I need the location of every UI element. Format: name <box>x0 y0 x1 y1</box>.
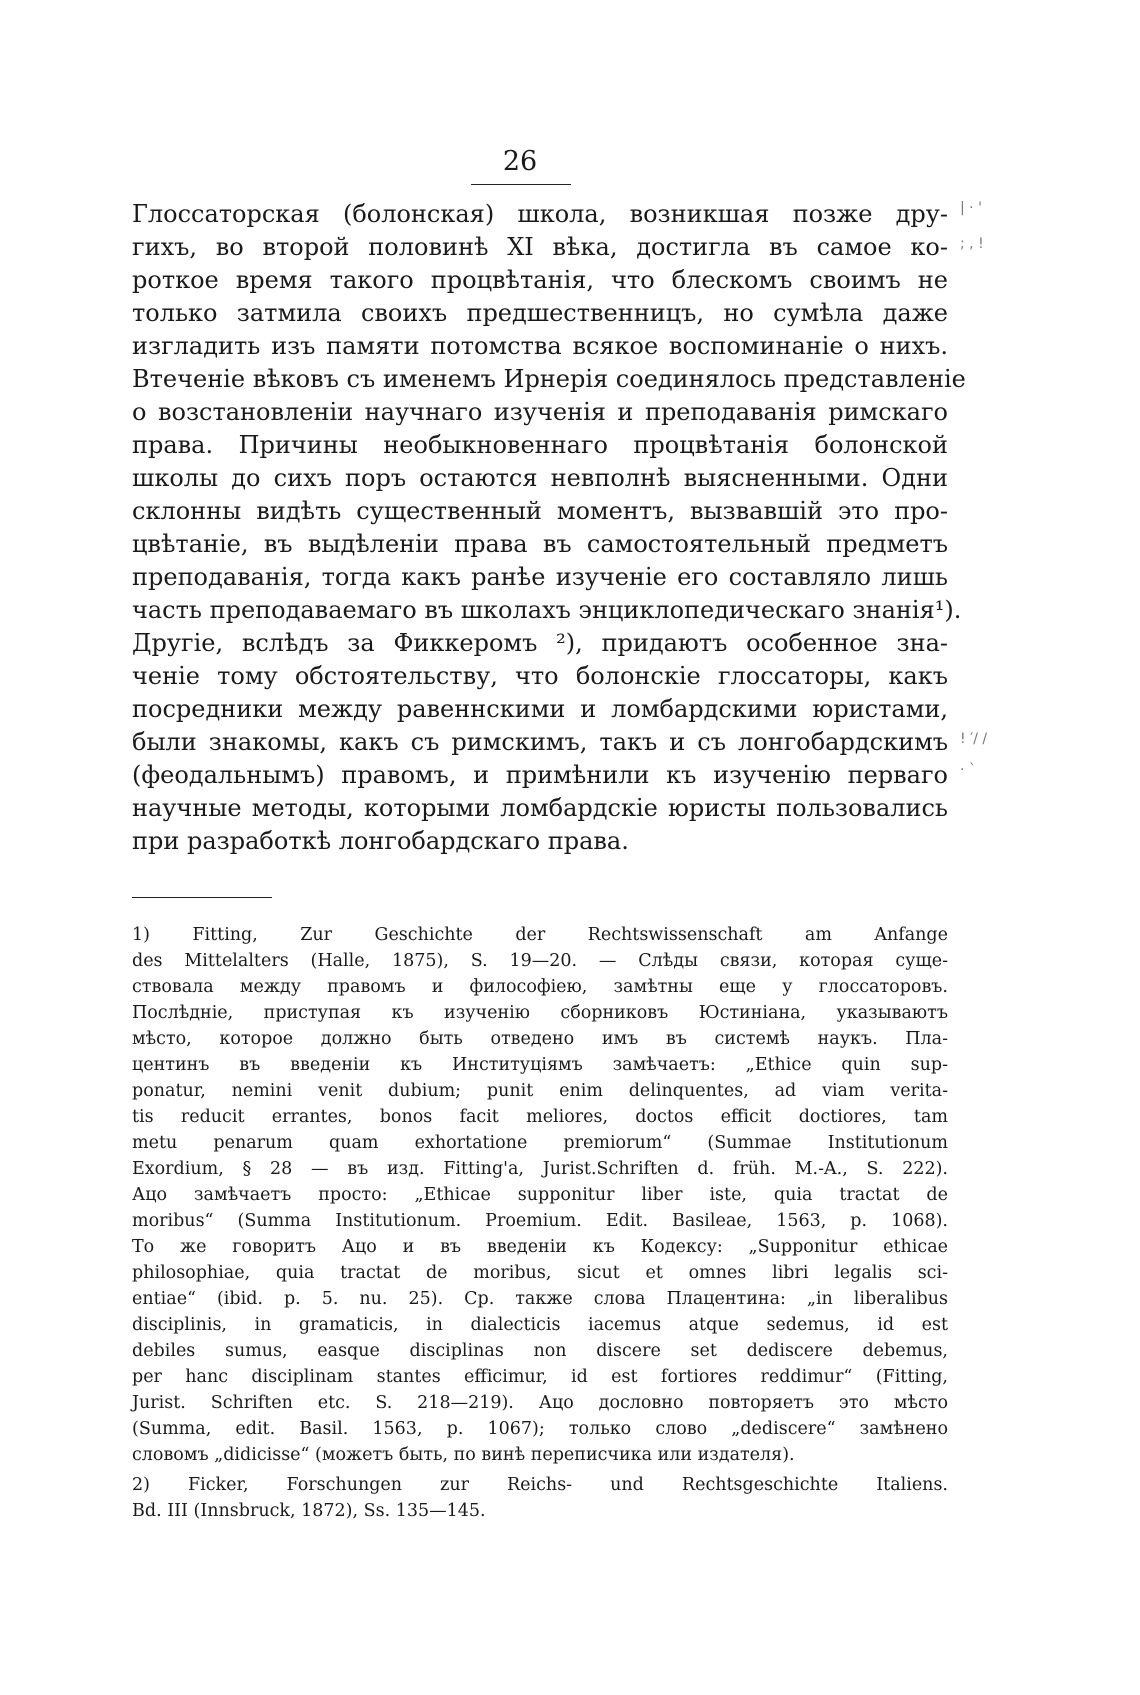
main-text-line: Глоссаторская (болонская) школа, возникшая позже дру- <box>132 200 948 228</box>
main-text-line: часть преподаваемаго въ школахъ энциклопедическаго знанія¹). <box>132 596 962 624</box>
main-text-line: о возстановленіи научнаго изученія и преподаванія римскаго <box>132 398 948 426</box>
margin-pencil-mark: | · ' <box>960 200 982 216</box>
main-text-line: преподаванія, тогда какъ ранѣе изученіе его составляло лишь <box>132 563 948 591</box>
main-text-line: научные методы, которыми ломбардскіе юристы пользовались <box>132 794 948 822</box>
main-text-line: права. Причины необыкновеннаго процвѣтанія болонской <box>132 431 948 459</box>
footnote-line: 2) Ficker, Forschungen zur Reichs- und Rechtsgeschichte Italiens. <box>132 1475 948 1495</box>
footnote-line: Jurist. Schriften etc. S. 218—219). Ацо дословно повторяетъ это мѣсто <box>132 1393 948 1413</box>
footnote-line: центинъ въ введеніи къ Институціямъ замѣчаетъ: „Ethice quin sup- <box>132 1055 948 1075</box>
main-text-line: ченіе тому обстоятельству, что болонскіе глоссаторы, какъ <box>132 662 948 690</box>
footnote-line: Ацо замѣчаетъ просто: „Ethicae supponitur liber iste, quia tractat de <box>132 1185 948 1205</box>
footnote-line: ponatur, nemini venit dubium; punit enim delinquentes, ad viam verita- <box>132 1081 948 1101</box>
main-text-line: роткое время такого процвѣтанія, что блескомъ своимъ не <box>132 266 948 294</box>
footnote-line: entiae“ (ibid. p. 5. nu. 25). Ср. также слова Плацентина: „in liberalibus <box>132 1289 948 1309</box>
main-text-line: изгладить изъ памяти потомства всякое воспоминаніе о нихъ. <box>132 332 948 360</box>
margin-pencil-mark: · ` <box>960 762 976 778</box>
footnote-line: des Mittelalters (Halle, 1875), S. 19—20. — Слѣды связи, которая суще- <box>132 951 948 971</box>
main-text-line: цвѣтаніе, въ выдѣленіи права въ самостоятельный предметъ <box>132 530 948 558</box>
footnote-line: Exordium, § 28 — въ изд. Fitting'a, Jurist.Schriften d. früh. M.-A., S. 222). <box>132 1159 948 1179</box>
footnote-line: metu penarum quam exhortatione premiorum“ (Summae Institutionum <box>132 1133 948 1153</box>
main-text-line: склонны видѣть существенный моментъ, вызвавшій это про- <box>132 497 948 525</box>
footnote-line: per hanc disciplinam stantes efficimur, id est fortiores reddimur“ (Fitting, <box>132 1367 948 1387</box>
footnote-line: Послѣдніе, приступая къ изученію сборниковъ Юстиніана, указываютъ <box>132 1003 948 1023</box>
main-text-line: посредники между равеннскими и ломбардскими юристами, <box>132 695 948 723</box>
main-text-line: Другіе, вслѣдъ за Фиккеромъ ²), придаютъ особенное зна- <box>132 629 948 657</box>
footnote-line: debiles sumus, easque disciplinas non discere set dediscere debemus, <box>132 1341 948 1361</box>
margin-pencil-mark: ! ′/ / <box>960 731 988 747</box>
footnote-separator <box>132 897 272 898</box>
footnote-line: disciplinis, in gramaticis, in dialecticis iacemus atque sedemus, id est <box>132 1315 948 1335</box>
footnote-line: Bd. III (Innsbruck, 1872), Ss. 135—145. <box>132 1501 486 1521</box>
main-text-line: (феодальнымъ) правомъ, и примѣнили къ изученію перваго <box>132 761 948 789</box>
main-text-line: Втеченіе вѣковъ съ именемъ Ирнерія соединялось представленіе <box>132 365 966 393</box>
main-text-line: при разработкѣ лонгобардскаго права. <box>132 827 629 855</box>
main-text-line: гихъ, во второй половинѣ XI вѣка, достигла въ самое ко- <box>132 233 948 261</box>
margin-pencil-mark: ; , ! <box>960 236 984 252</box>
page-number-rule <box>471 184 571 185</box>
main-text-line: школы до сихъ поръ остаются невполнѣ выясненными. Одни <box>132 464 948 492</box>
footnote-line: moribus“ (Summa Institutionum. Proemium. Edit. Basileae, 1563, p. 1068). <box>132 1211 948 1231</box>
footnote-line: То же говоритъ Ацо и въ введеніи къ Кодексу: „Supponitur ethicae <box>132 1237 948 1257</box>
footnote-line: 1) Fitting, Zur Geschichte der Rechtswissenschaft am Anfange <box>132 925 948 945</box>
page-number: 26 <box>502 146 538 177</box>
footnote-line: philosophiae, quia tractat de moribus, sicut et omnes libri legalis sci- <box>132 1263 948 1283</box>
footnote-line: (Summa, edit. Basil. 1563, p. 1067); только слово „dediscere“ замѣнено <box>132 1419 948 1439</box>
footnote-line: мѣсто, которое должно быть отведено имъ въ системѣ наукъ. Пла- <box>132 1029 948 1049</box>
main-text-line: были знакомы, какъ съ римскимъ, такъ и съ лонгобардскимъ <box>132 728 948 756</box>
footnote-line: словомъ „didicisse“ (можетъ быть, по винѣ переписчика или издателя). <box>132 1445 795 1465</box>
footnote-line: ствовала между правомъ и философіею, замѣтны еще у глоссаторовъ. <box>132 977 948 997</box>
main-text-line: только затмила своихъ предшественницъ, но сумѣла даже <box>132 299 948 327</box>
footnote-line: tis reducit errantes, bonos facit meliores, doctos efficit doctiores, tam <box>132 1107 948 1127</box>
